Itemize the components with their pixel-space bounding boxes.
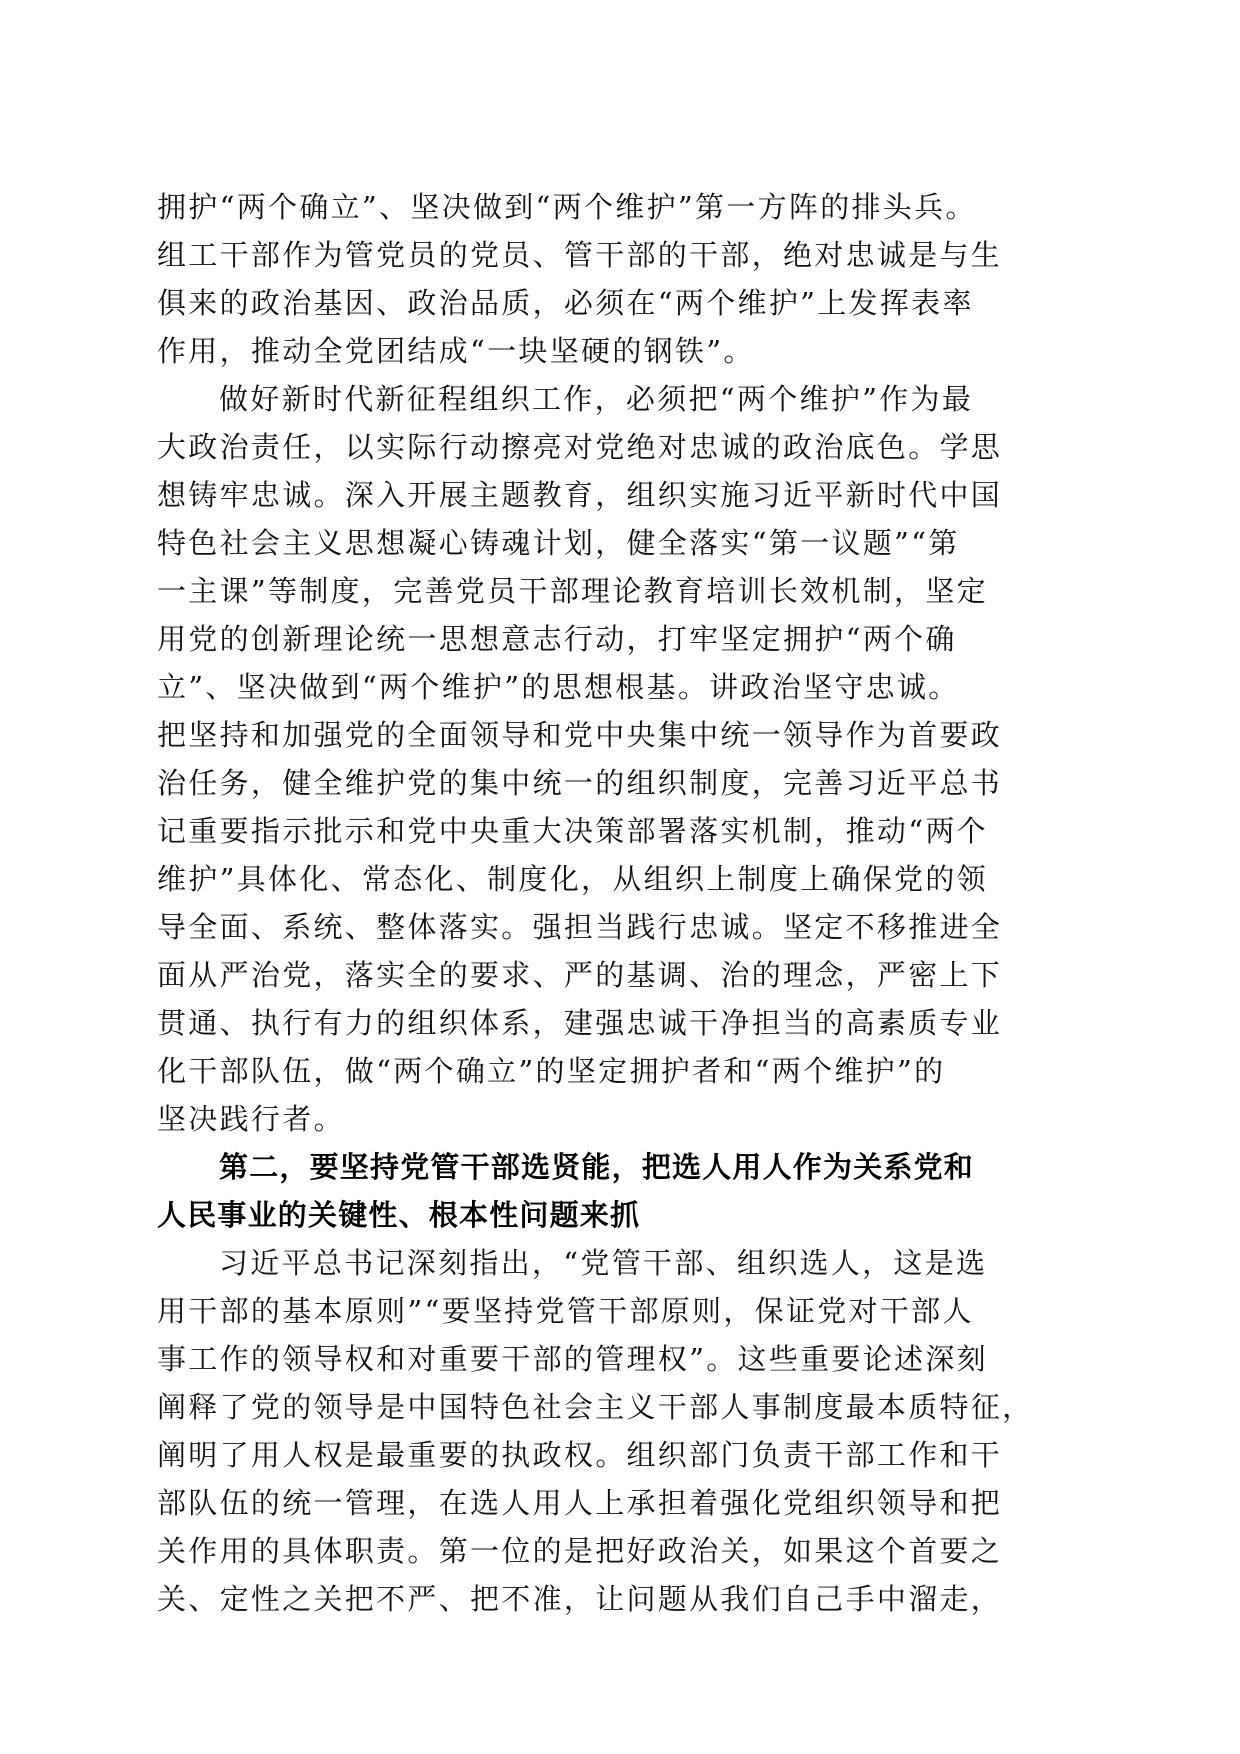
- text-line: 部队伍的统一管理，在选人用人上承担着强化党组织领导和把: [157, 1486, 1003, 1520]
- text-line: 拥护“两个确立”、坚决做到“两个维护”第一方阵的排头兵。: [157, 190, 977, 224]
- text-line: 贯通、执行有力的组织体系，建强忠诚干净担当的高素质专业: [157, 1006, 1003, 1040]
- text-line: 维护”具体化、常态化、制度化，从组织上制度上确保党的领: [157, 862, 988, 896]
- text-line: 坚决践行者。: [157, 1102, 345, 1136]
- text-line: 用干部的基本原则”“要坚持党管干部原则，保证党对干部人: [157, 1294, 974, 1328]
- text-line: 作用，推动全党团结成“一块坚硬的钢铁”。: [157, 334, 755, 368]
- text-line: 治任务，健全维护党的集中统一的组织制度，完善习近平总书: [157, 766, 1003, 800]
- text-line: 面从严治党，落实全的要求、严的基调、治的理念，严密上下: [157, 958, 1003, 992]
- text-line: 想铸牢忠诚。深入开展主题教育，组织实施习近平新时代中国: [157, 478, 1003, 512]
- text-line: 记重要指示批示和党中央重大决策部署落实机制，推动“两个: [157, 814, 988, 848]
- text-line: 化干部队伍，做“两个确立”的坚定拥护者和“两个维护”的: [157, 1054, 946, 1088]
- paragraph-first-line: 做好新时代新征程组织工作，必须把“两个维护”作为最: [219, 382, 974, 416]
- text-line: 阐明了用人权是最重要的执政权。组织部门负责干部工作和干: [157, 1438, 1003, 1472]
- text-line: 特色社会主义思想凝心铸魂计划，健全落实“第一议题”“第: [157, 526, 960, 560]
- text-line: 俱来的政治基因、政治品质，必须在“两个维护”上发挥表率: [157, 286, 974, 320]
- text-line: 阐释了党的领导是中国特色社会主义干部人事制度最本质特征，: [157, 1390, 1034, 1424]
- section-heading: 第二，要坚持党管干部选贤能，把选人用人作为关系党和: [219, 1150, 975, 1184]
- text-line: 立”、坚决做到“两个维护”的思想根基。讲政治坚守忠诚。: [157, 670, 960, 704]
- text-line: 导全面、系统、整体落实。强担当践行忠诚。坚定不移推进全: [157, 910, 1003, 944]
- text-line: 组工干部作为管党员的党员、管干部的干部，绝对忠诚是与生: [157, 238, 1003, 272]
- text-line: 一主课”等制度，完善党员干部理论教育培训长效机制，坚定: [157, 574, 988, 608]
- paragraph-first-line: 习近平总书记深刻指出，“党管干部、组织选人，这是选: [219, 1246, 988, 1280]
- text-line: 大政治责任，以实际行动擦亮对党绝对忠诚的政治底色。学思: [157, 430, 1003, 464]
- text-line: 关作用的具体职责。第一位的是把好政治关，如果这个首要之: [157, 1534, 1003, 1568]
- body-text: [157, 183, 1077, 1623]
- text-line: 把坚持和加强党的全面领导和党中央集中统一领导作为首要政: [157, 718, 1003, 752]
- text-line: 关、定性之关把不严、把不准，让问题从我们自己手中溜走，: [157, 1582, 1003, 1616]
- section-heading-continued: 人民事业的关键性、根本性问题来抓: [157, 1198, 641, 1232]
- text-line: 事工作的领导权和对重要干部的管理权”。这些重要论述深刻: [157, 1342, 988, 1376]
- text-line: 用党的创新理论统一思想意志行动，打牢坚定拥护“两个确: [157, 622, 957, 656]
